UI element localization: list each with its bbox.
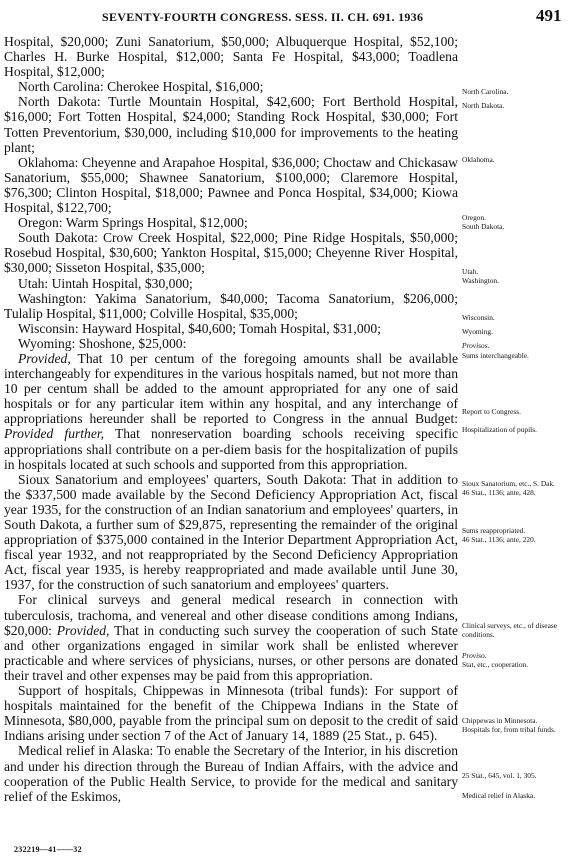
- paragraph-new-mexico-cont: Hospital, $20,000; Zuni Sanatorium, $50,000; Albuquerque Hospital, $52,100; Charles H. Burke Hospital, $12,000; Santa Fe Hospital, $43,000; Toadlena Hospital, $12,000;: [4, 34, 458, 80]
- margin-note-proviso: Proviso.: [462, 651, 487, 660]
- margin-note-wisconsin: Wisconsin.: [462, 313, 495, 322]
- paragraph-chippewa-hospitals: Support of hospitals, Chippewas in Minnesota (tribal funds): For support of hospitals maintained for the benefit of the Chippewa Indians in the State of Minnesota, $80,000, payable from the principal sum on deposit to the credit of said Indians arising under section 7 of the Act of January 14, 1889 (25 Stat., p. 645).: [4, 683, 458, 744]
- paragraph-south-dakota: South Dakota: Crow Creek Hospital, $22,000; Pine Ridge Hospitals, $50,000; Rosebud Hospital, $30,600; Yankton Hospital, $15,000; Cheyenne River Hospital, $30,000; Sisseton Hospital, $35,000;: [4, 230, 458, 276]
- running-header: [0, 4, 574, 26]
- provided-further-text: That nonreservation boarding schools receiving specific appropriations shall contribute on a per-diem basis for the hospitalization of pupils in hospitals located at such schools and supported from this appropriation.: [4, 426, 459, 472]
- paragraph-wisconsin: Wisconsin: Hayward Hospital, $40,600; Tomah Hospital, $31,000;: [18, 320, 381, 336]
- provisos-text: That 10 per centum of the foregoing amounts shall be available interchangeably for expenditures in the various hospitals named, but not more than 10 per centum shall be added to the amount appropriated for any one of said hospitals or for any particular item within any hospital, and any interchange of appropriations hereunder shall be reported to Congress in the annual Budget:: [4, 350, 459, 427]
- paragraph-oklahoma: Oklahoma: Cheyenne and Arapahoe Hospital, $36,000; Choctaw and Chickasaw Sanatorium, $55,000; Shawnee Sanatorium, $100,000; Claremore Hospital, $76,300; Clinton Hospital, $18,000; Pawnee and Ponca Hospital, $34,000; Kiowa Hospital, $122,700;: [4, 154, 458, 216]
- paragraph-wyoming: Wyoming: Shoshone, $25,000:: [18, 335, 187, 351]
- paragraph-north-carolina: North Carolina: Cherokee Hospital, $16,000;: [18, 79, 264, 95]
- margin-note-25-stat: 25 Stat., 645, vol. 1, 305.: [462, 771, 537, 780]
- clinical-proviso-text: That in conducting such survey the cooperation of such State and other organizations engaged in similar work shall be enlisted wherever practicable and where services of physicians, nurses, or other persons are donated their travel and other expenses may be paid from this appropriation.: [4, 622, 459, 683]
- paragraph-oregon: Oregon: Warm Springs Hospital, $12,000;: [18, 215, 248, 231]
- paragraph-alaska-medical-relief: Medical relief in Alaska: To enable the Secretary of the Interior, in his discretion and under his direction through the Bureau of Indian Affairs, with the advice and cooperation of the Public Health Service, to provide for the medical and sanitary relief of the Eskimos,: [4, 743, 458, 804]
- margin-note-report-to-congress: Report to Congress.: [462, 407, 521, 416]
- paragraph-washington: Washington: Yakima Sanatorium, $40,000; Tacoma Sanatorium, $206,000; Tulalip Hospital, $11,000; Colville Hospital, $35,000;: [4, 290, 458, 321]
- margin-note-oregon-south-dakota: Oregon. South Dakota.: [462, 213, 505, 231]
- printer-signature: 232219—41——32: [14, 845, 82, 854]
- margin-note-north-carolina: North Carolina.: [462, 87, 509, 96]
- margin-note-wyoming: Wyoming.: [462, 327, 493, 336]
- paragraph-sioux-sanatorium: Sioux Sanatorium and employees' quarters, South Dakota: That in addition to the $337,500 made available by the Second Deficiency Appropriation Act, fiscal year 1935, for the construction of an Indian sanatorium and employees' quarters, in South Dakota, a further sum of $29,875, representing the remainder of the original appropriation of $375,000 contained in the Interior Department Appropriation Act, fiscal year 1932, and not reappropriated by the Second Deficiency Appropriation Act, fiscal year 1935, is hereby reappropriated and made available until June 30, 1937, for the construction of such sanatorium and employees' quarters.: [4, 471, 458, 593]
- margin-note-hospitalization-of-pupils: Hospitalization of pupils.: [462, 425, 537, 434]
- body-text: [4, 34, 458, 804]
- provided-italic: Provided,: [18, 350, 71, 366]
- paragraph-provisos: [4, 351, 458, 472]
- paragraph-utah: Utah: Uintah Hospital, $30,000;: [18, 275, 193, 291]
- margin-note-clinical-surveys: Clinical surveys, etc., of disease conditions.: [462, 621, 558, 639]
- margin-note-north-dakota: North Dakota.: [462, 101, 505, 110]
- provided-further-italic: Provided further,: [4, 426, 105, 442]
- paragraph-clinical-surveys: [4, 592, 458, 683]
- margin-note-oklahoma: Oklahoma.: [462, 155, 495, 164]
- margin-note-sioux-sanatorium: Sioux Sanatorium, etc., S. Dak. 46 Stat., 1136; ante, 428.: [462, 479, 555, 497]
- paragraph-north-dakota: North Dakota: Turtle Mountain Hospital, $42,600; Fort Berthold Hospital, $16,000; Fort Totten Hospital, $24,000; Standing Rock Hospital, $30,000; Fort Totten Preventorium, $30,000, including $10,000 for improvements to the heating plant;: [4, 94, 458, 155]
- margin-note-provisos: Provisos.: [462, 341, 490, 350]
- margin-note-utah-washington: Utah. Washington.: [462, 267, 499, 285]
- page-number: 491: [536, 6, 562, 25]
- margin-note-cooperation: Stat, etc., cooperation.: [462, 660, 529, 669]
- proviso-italic: Provided,: [56, 622, 110, 638]
- clinical-surveys-text: For clinical surveys and general medical research in connection with tuberculosis, trachoma, and venereal and other disease conditions among Indians, $20,000:: [4, 592, 458, 638]
- margin-note-medical-relief-alaska: Medical relief in Alaska.: [462, 791, 536, 800]
- margin-note-chippewas-minnesota: Chippewas in Minnesota. Hospitals for, from tribal funds.: [462, 716, 556, 734]
- running-title: SEVENTY-FOURTH CONGRESS. SESS. II. CH. 691. 1936: [102, 10, 424, 24]
- margin-note-sums-reappropriated: Sums reappropriated. 46 Stat., 1136; ante, 220.: [462, 526, 536, 544]
- margin-note-sums-interchangeable: Sums interchangeable.: [462, 351, 529, 360]
